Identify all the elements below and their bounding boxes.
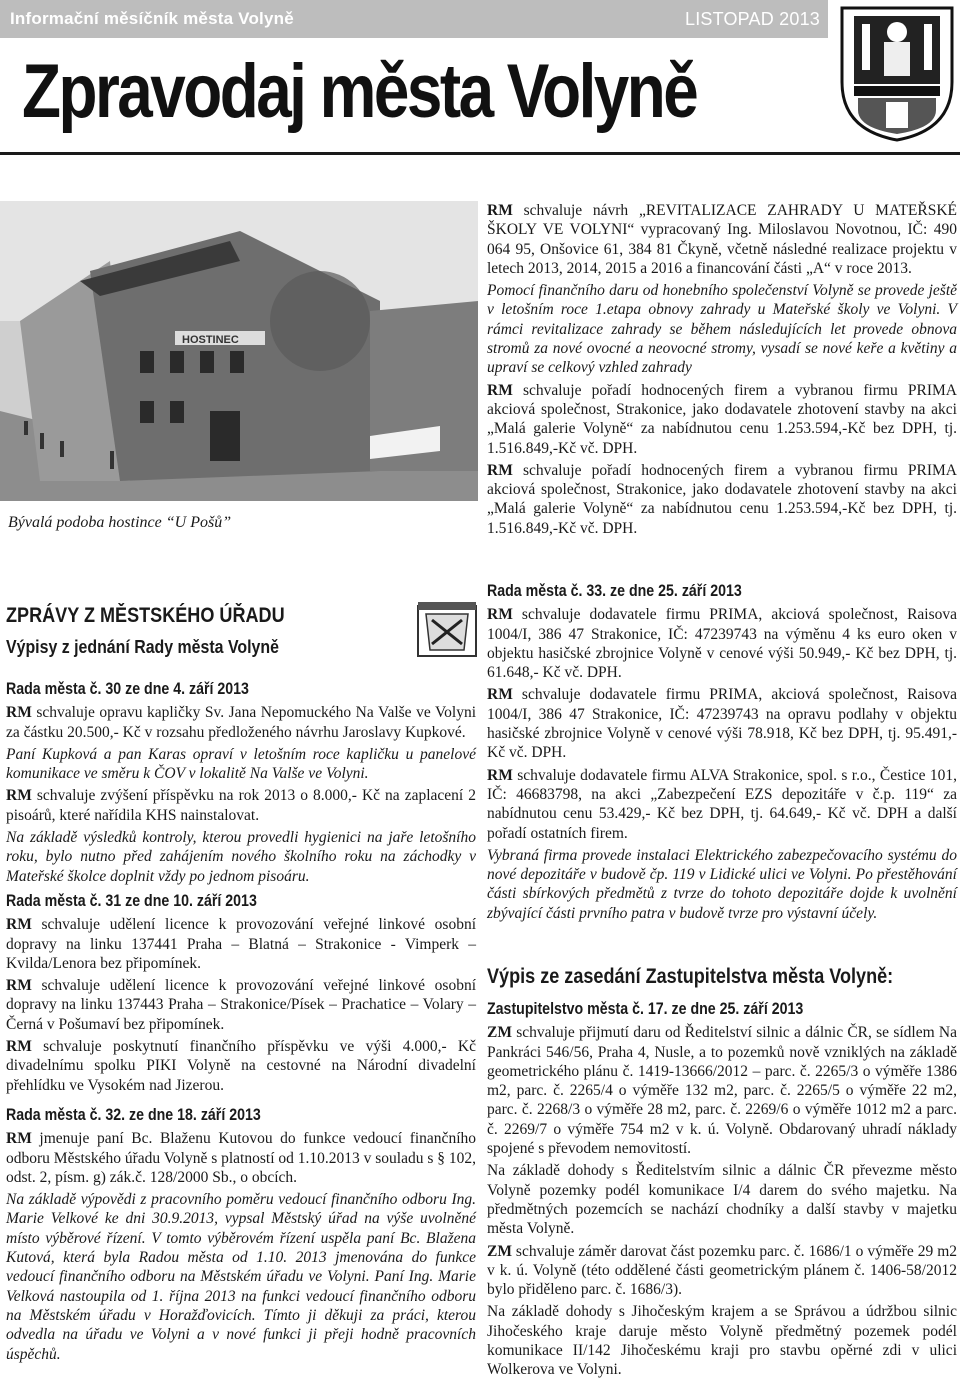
paragraph: RM schvaluje dodavatele firmu PRIMA, akciová společnost, Raisova 1004/I, 386 47 Strakonice, IČ: 47239743 na opravu podlahy v objektu hasičské zbrojnice Volyně v cenové výši 78.918, Kč bez DPH, tj. 95.491,- Kč vč. DPH. xyxy=(487,686,957,762)
historic-inn-photo xyxy=(0,201,478,501)
paragraph: Paní Kupková a pan Karas opraví v letošním roce kapličku u panelové komunikace ve směru k ČOV v lokalitě Na Valše ve Volyni. xyxy=(6,745,476,783)
left-column xyxy=(6,680,476,889)
meeting-heading: Zastupitelstvo města č. 17. ze dne 25. září 2013 xyxy=(487,1000,804,1018)
town-crest-icon xyxy=(836,2,958,144)
meeting-heading: Rada města č. 31 ze dne 10. září 2013 xyxy=(6,892,257,910)
paragraph: Na základě výsledků kontroly, kterou provedli hygienici na jaře letošního roku, bylo nutno před zahájením nového školního roku na záchodky v Mateřské školce doplnit vždy po jednom pisoáru. xyxy=(6,829,476,885)
page-title: Zpravodaj města Volyně xyxy=(22,49,697,134)
paragraph: Na základě dohody s Jihočeským krajem a se Správou a údržbou silnic Jihočeského kraje daruje město Volyně předmětný pozemek podél komunikace II/142 Jihočeskému kraji pro stavbu opěrné zdi v ulici Wolkerova ve Volyni. xyxy=(487,1303,957,1379)
issue-date: LISTOPAD 2013 xyxy=(684,9,820,29)
right-column-council xyxy=(487,1000,957,1383)
paragraph: Pomocí finančního daru od honebního společenství Volyně se provede ještě v letošním roce 1.etapa obnovy zahrady u Mateřské školy ve Volyni. V rámci revitalizace zahrady se během následujících let provede obnova stromů za nové ovocné a neovocné stromy, vysadí se nové keře a květiny a upraví se celkový vzhled zahrady xyxy=(487,282,957,377)
paragraph: Na základě dohody s Ředitelstvím silnic a dálnic ČR převezme město Volyně pozemky podél komunikace I/4 darem do svého majetku. Na předmětných pozemcích se nachází chodníky a další stavby v majetku města Volyně. xyxy=(487,1162,957,1238)
meeting-heading: Rada města č. 32. ze dne 18. září 2013 xyxy=(6,1106,261,1124)
paragraph: RM schvaluje návrh „REVITALIZACE ZAHRADY U MATEŘSKÉ ŠKOLY VE VOLYNI“ vypracovaný Ing. Miloslavou Novotnou, IČ: 490 064 95, Onšovice 61, 384 81 Čkyně, včetně následné realizace projektu v letech 2013, 2014, 2015 a 2016 a financování části „A“ v roce 2013. xyxy=(487,202,957,277)
right-column-bottom xyxy=(487,582,957,926)
paragraph: Vybraná firma provede instalaci Elektrického zabezpečovacího systému do nové depozitáře v budově čp. 119 v Lidické ulici ve Volyni. Po přestěhování části sbírkových předmětů z tvrze do tohoto depozitáře dojde k uvolnění zbývající části prvního patra v budově tvrze pro výstavní účely. xyxy=(487,846,957,922)
paragraph: RM schvaluje udělení licence k provozování veřejné linkové osobní dopravy na linku 137443 Praha – Strakonice/Písek – Prachatice – Volary – Černá v Pošumaví bez připomínek. xyxy=(6,977,476,1033)
paragraph: RM schvaluje poskytnutí finančního příspěvku ve výši 4.000,- Kč divadelnímu spolku PIKI Volyně na cestovné na Národní divadelní přehlídku ve Vysokém nad Jizerou. xyxy=(6,1038,476,1094)
paragraph: RM schvaluje zvýšení příspěvku na rok 2013 o 8.000,- Kč na zaplacení 2 pisoárů, které nařídila KHS nainstalovat. xyxy=(6,787,476,824)
paragraph: RM jmenuje paní Bc. Blaženu Kutovou do funkce vedoucí finančního odboru Městského úřadu Volyně s platností od 1.10.2013 v souladu s § 102, odst. 2, písm. g) zák.č. 128/2000 Sb., o obcích. xyxy=(6,1130,477,1186)
inn-sign: HOSTINEC xyxy=(182,334,239,346)
paragraph: RM schvaluje pořadí hodnocených firem a vybranou firmu PRIMA akciová společnost, Strakonice, jako dodavatele zhotovení stavby na akci „Malá galerie Volyně“ za nabídnutou cenu 1.253.594,-Kč bez DPH, tj. 1.516.849,-Kč vč. DPH. xyxy=(487,461,957,537)
paragraph: ZM schvaluje přijmutí daru od Ředitelství silnic a dálnic ČR, se sídlem Na Pankráci 546/56, Praha 4, Nusle, a to pozemků nově vzniklých na základě geometrického plánu č. 1419-13666/2012 – parc. č. 2265/3 o výměře 1386 m2, parc. č. 2265/4 o výměře 132 m2, parc. č. 2265/5 o výměře 22 m2, parc. č. 2268/3 o výměře 28 m2, parc. č. 2269/6 o výměře 1012 m2 a parc. č. 2269/7 o výměře 754 m2 v k. ú. Volyně. Obdarovaný uhradí náklady spojené s převodem nemovitostí. xyxy=(487,1024,957,1158)
header-rule xyxy=(0,152,960,155)
meeting-heading: Rada města č. 30 ze dne 4. září 2013 xyxy=(6,680,249,698)
council-section-title: Výpis ze zasedání Zastupitelstva města Volyně: xyxy=(487,965,894,988)
paragraph: RM schvaluje opravu kapličky Sv. Jana Nepomuckého Na Valše ve Volyni za částku 20.500,- Kč v rozsahu předloženého návrhu Jaroslavy Kupkové. xyxy=(6,704,476,741)
paragraph: RM schvaluje dodavatele firmu PRIMA, akciová společnost, Raisova 1004/I, 386 47 Strakonice, IČ: 47239743 na výměnu 4 ks euro oken v objektu hasičské zbrojnice Volyně v cenové výši 50.949,- Kč bez DPH, tj. 61.648,- Kč vč. DPH. xyxy=(487,606,957,682)
photo-caption: Bývalá podoba hostince “U Pošů” xyxy=(8,514,232,531)
right-column-top xyxy=(487,201,957,541)
meeting-heading: Rada města č. 33. ze dne 25. září 2013 xyxy=(487,582,742,600)
section-title: ZPRÁVY Z MĚSTSKÉHO ÚŘADU xyxy=(6,604,285,627)
paragraph: RM schvaluje udělení licence k provozování veřejné linkové osobní dopravy na linku 137441 Praha – Blatná – Strakonice - Vimperk – Kvilda/Lenora bez připomínek. xyxy=(6,916,476,972)
paragraph: RM schvaluje dodavatele firmu ALVA Strakonice, spol. s r.o., Čestice 101, IČ: 46683798, na akci „Zabezpečení EZS depozitáře v č.p. 119“ za nabídnutou cenu 53.429,- Kč bez DPH, tj. 64.649,- Kč vč. DPH a další pořadí ostatních firem. xyxy=(487,766,957,842)
newsletter-subtitle: Informační měsíčník města Volyně xyxy=(10,9,294,28)
left-column xyxy=(6,1106,476,1367)
paragraph: RM schvaluje pořadí hodnocených firem a vybranou firmu PRIMA akciová společnost, Strakonice, jako dodavatele zhotovení stavby na akci „Malá galerie Volyně“ za nabídnutou cenu 1.253.594,-Kč bez DPH, tj. 1.516.849,-Kč vč. DPH. xyxy=(487,381,957,457)
left-column xyxy=(6,892,476,1098)
paragraph: Na základě výpovědi z pracovního poměru vedoucí finančního odboru Ing. Marie Velkové ke dni 30.9.2013, vypsal Městský úřad na výše uvolněné místo výběrové řízení. V tomto výběrovém řízení uspěla paní Bc. Blažena Kutová, která byla Radou města od 1.10. 2013 jmenována do funkce vedoucí finančního odboru na Městském úřadu ve Volyni. Paní Ing. Marie Velková nastoupila od 1. října 2013 na funkci vedoucí finančního odboru na Městském úřadu v Horažďovicích. Tímto ji děkuji za práci, kterou odvedla na úřadu ve Volyni a v nové funkci ji přeji hodně pracovních úspěchů. xyxy=(6,1191,476,1363)
section-subtitle: Výpisy z jednání Rady města Volyně xyxy=(6,636,279,657)
document-seal-icon xyxy=(412,600,482,662)
paragraph: ZM schvaluje záměr darovat část pozemku parc. č. 1686/1 o výměře 29 m2 v k. ú. Volyně (této oddělené části geometrickým plánem č. 1406-58/2012 bylo přiděleno parc. č. 1686/3). xyxy=(487,1242,957,1299)
